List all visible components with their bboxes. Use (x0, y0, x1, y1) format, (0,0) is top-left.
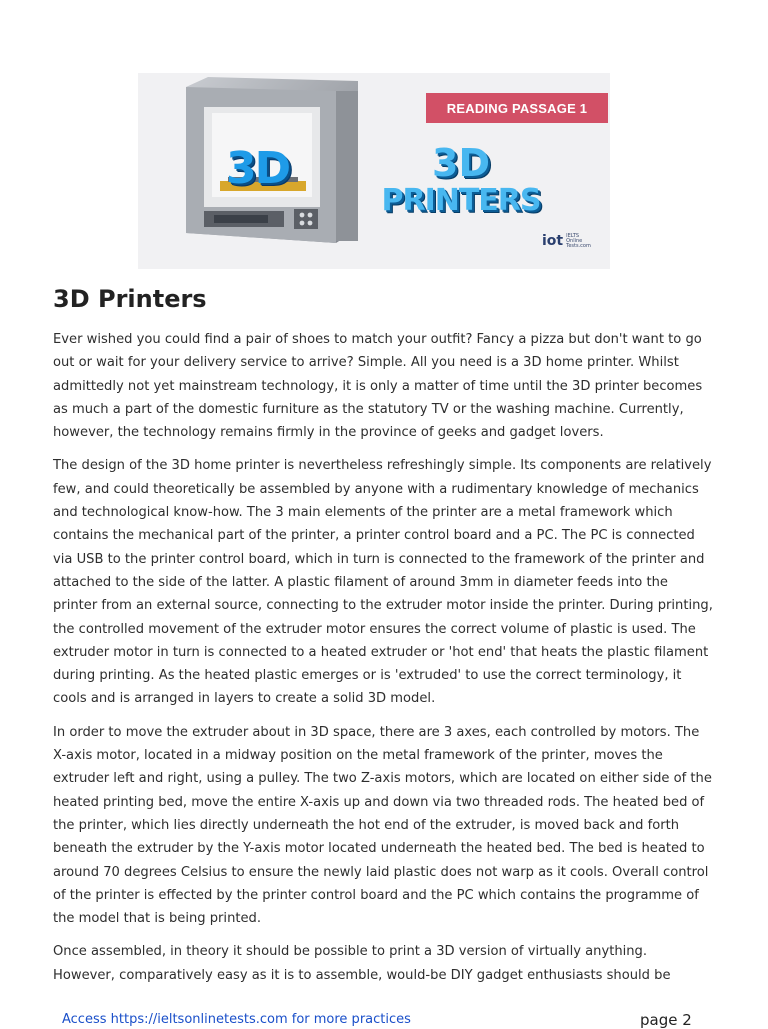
paragraph-2: The design of the 3D home printer is nevertheless refreshingly simple. Its components are relatively few, and could theoretically be assembled by anyone with a rudimentary knowledge of mechanics and technological know-how. The 3 main elements of the printer are a metal framework which contains the mechanical part of the printer, a printer control board and a PC. The PC is connected via USB to the printer control board, which in turn is connected to the framework of the printer and attached to the side of the latter. A plastic filament of around 3mm in diameter feeds into the printer from an external source, connecting to the extruder motor inside the printer. During printing, the controlled movement of the extruder motor ensures the correct volume of plastic is used. The extruder motor in turn is connected to a heated extruder or 'hot end' that heats the plastic filament during printing. As the heated plastic emerges or is 'extruded' to use the correct terminology, it cools and is arranged in layers to create a solid 3D model. (53, 458, 713, 707)
reading-passage-badge: READING PASSAGE 1 (426, 93, 608, 123)
banner-title-line1: 3D (432, 141, 490, 185)
paragraph-4: Once assembled, in theory it should be possible to print a 3D version of virtually anything. However, comparatively easy as it is to assemble, would-be DIY gadget enthusiasts should be (53, 944, 671, 983)
printer-3d-label: 3D (226, 143, 290, 194)
logo-mark: iot (542, 233, 564, 249)
logo-text: IELTS Online Tests.com (566, 232, 591, 249)
ielts-online-tests-logo (542, 233, 591, 249)
paragraph-1: Ever wished you could find a pair of shoes to match your outfit? Fancy a pizza but don't want to go out or wait for your delivery service to arrive? Simple. All you need is a 3D home printer. Whilst admittedly not yet mainstream technology, it is only a matter of time until the 3D printer becomes as much a part of the domestic furniture as the statutory TV or the washing machine. Currently, however, the technology remains firmly in the province of geeks and gadget lovers. (53, 332, 703, 441)
banner-title (376, 73, 546, 269)
practice-site-link[interactable]: Access https://ieltsonlinetests.com for more practices (62, 1012, 411, 1027)
banner-title-line2: PRINTERS (381, 183, 541, 218)
page-title: 3D Printers (53, 285, 207, 313)
page-number: page 2 (640, 1011, 692, 1029)
paragraph-3: In order to move the extruder about in 3D space, there are 3 axes, each controlled by motors. The X-axis motor, located in a midway position on the metal framework of the printer, moves the extruder left and right, using a pulley. The two Z-axis motors, which are located on either side of the heated printing bed, move the entire X-axis up and down via two threaded rods. The heated bed of the printer, which lies directly underneath the hot end of the extruder, is moved back and forth beneath the extruder by the Y-axis motor located underneath the heated bed. The bed is heated to around 70 degrees Celsius to ensure the newly laid plastic does not warp as it cools. Overall control of the printer is effected by the printer control board and the PC which contains the programme of the model that is being printed. (53, 724, 712, 927)
article-body (53, 328, 713, 997)
banner-image (138, 73, 610, 269)
